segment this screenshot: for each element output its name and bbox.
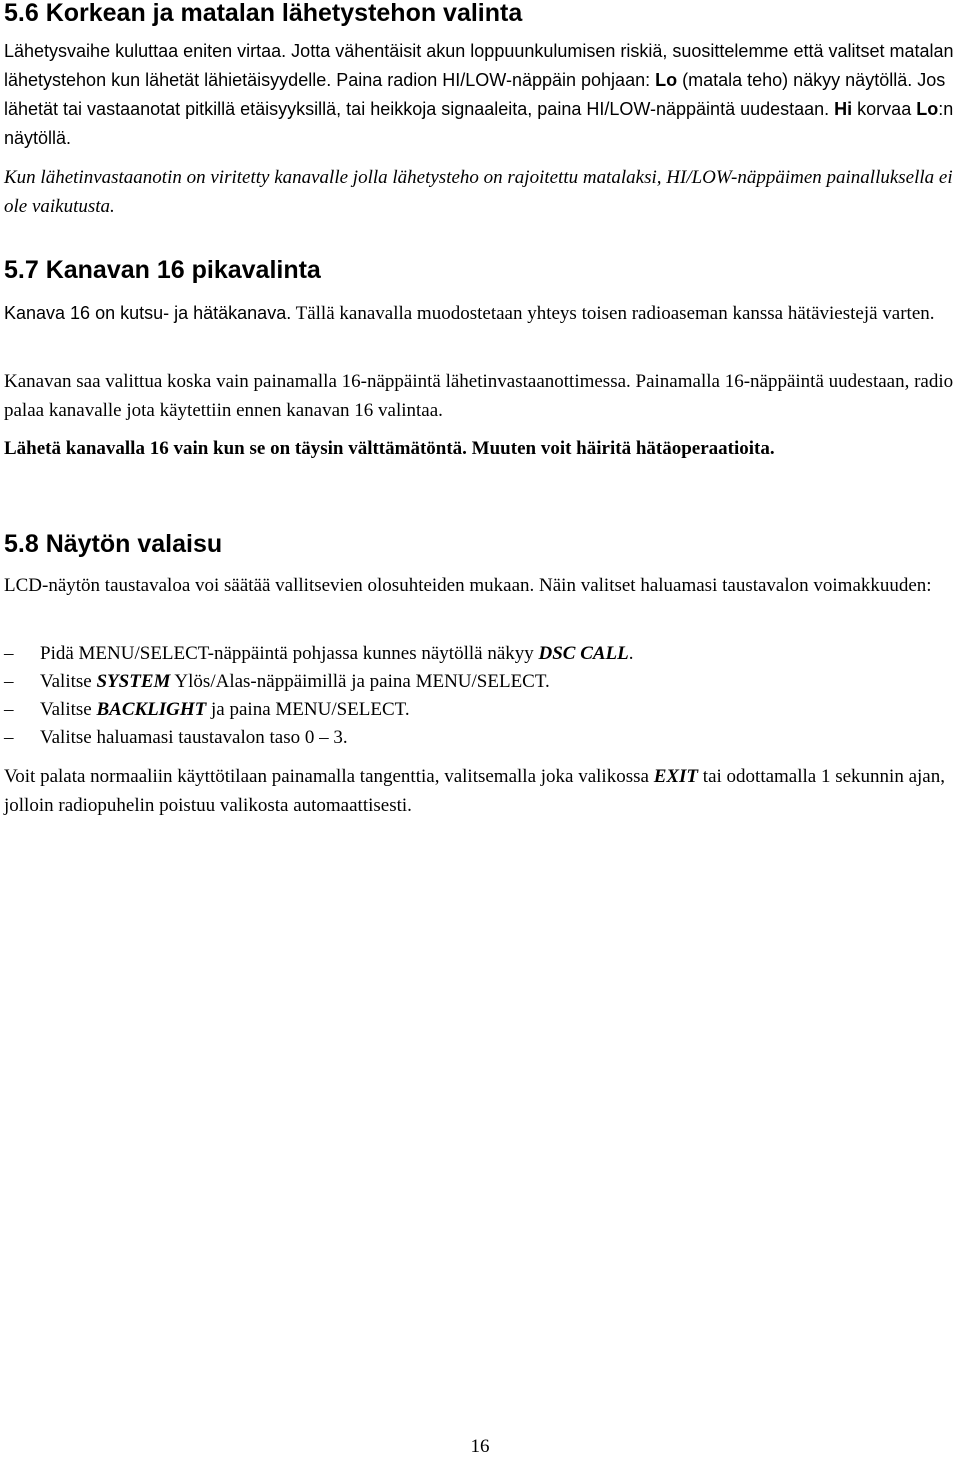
text-run: korvaa	[852, 99, 917, 119]
text-run-bold-italic: BACKLIGHT	[96, 699, 207, 720]
paragraph-channel-16-intro	[4, 299, 935, 328]
text-run: Valitse	[40, 699, 97, 720]
text-run: Kanava 16 on kutsu- ja hätäkanava.	[4, 303, 292, 323]
text-run: Ylös/Alas-näppäimillä ja paina MENU/SELECT.	[170, 671, 550, 692]
text-run-bold: Lo	[655, 70, 678, 90]
dash-bullet: –	[4, 671, 14, 692]
text-run: Tällä kanavalla muodostetaan yhteys toisen radioaseman kanssa hätäviestejä varten.	[291, 303, 935, 324]
list-item	[4, 696, 954, 724]
section-heading-5-8: 5.8 Näytön valaisu	[4, 530, 223, 558]
list-item	[4, 668, 954, 696]
paragraph-channel-16-warning: Lähetä kanavalla 16 vain kun se on täysin välttämätöntä. Muuten voit häiritä hätäoperaatioita.	[4, 438, 775, 459]
text-run: ja paina MENU/SELECT.	[206, 699, 410, 720]
dash-bullet: –	[4, 727, 14, 748]
backlight-steps-list	[4, 640, 954, 752]
dash-bullet: –	[4, 643, 14, 664]
text-run-bold: Hi	[834, 99, 853, 119]
list-item	[4, 640, 954, 668]
dash-bullet: –	[4, 699, 14, 720]
text-run: (matala teho) näkyy näytöllä. Jos lähetät tai vastaanotat pitkillä etäisyyksillä, tai heikkoja signaaleita, paina HI/LOW-näppäintä uudestaan.	[4, 70, 946, 119]
text-run: Pidä MENU/SELECT-näppäintä pohjassa kunnes näytöllä näkyy	[40, 643, 539, 664]
list-item	[4, 724, 954, 752]
text-run: Lähetysvaihe kuluttaa eniten virtaa. Jotta vähentäisit akun loppuunkulumisen riskiä, suosittelemme että valitset matalan lähetystehon kun lähetät lähietäisyydelle. Paina radion HI/LOW-näppäin pohjaan:	[4, 41, 954, 90]
text-run: .	[628, 643, 634, 664]
text-run: :n näytöllä.	[4, 99, 954, 148]
text-run-bold-italic: EXIT	[653, 766, 699, 787]
paragraph-backlight-intro: LCD-näytön taustavaloa voi säätää vallitsevien olosuhteiden mukaan. Näin valitset haluamasi taustavalon voimakkuuden:	[4, 575, 932, 596]
text-run: Valitse haluamasi taustavalon taso 0 – 3.	[40, 727, 348, 748]
text-run: Valitse	[40, 671, 97, 692]
text-run: tai odottamalla 1 sekunnin ajan, jolloin radiopuhelin poistuu valikosta automaattisesti.	[4, 766, 945, 816]
section-heading-5-7: 5.7 Kanavan 16 pikavalinta	[4, 256, 321, 284]
page-number: 16	[470, 1436, 490, 1457]
paragraph-exit-menu	[4, 762, 954, 820]
paragraph-restricted-channel-note: Kun lähetinvastaanotin on viritetty kanavalle jolla lähetysteho on rajoitettu matalaksi, HI/LOW-näppäimen painalluksella ei ole vaikutusta.	[4, 167, 953, 217]
section-heading-5-6: 5.6 Korkean ja matalan lähetystehon valinta	[4, 0, 523, 27]
text-run-bold-italic: SYSTEM	[96, 671, 171, 692]
text-run: Voit palata normaaliin käyttötilaan painamalla tangenttia, valitsemalla joka valikossa	[4, 766, 654, 787]
paragraph-channel-16-select: Kanavan saa valittua koska vain painamalla 16-näppäintä lähetinvastaanottimessa. Painamalla 16-näppäintä uudestaan, radio palaa kanavalle jota käytettiin ennen kanavan 16 valintaa.	[4, 371, 954, 421]
text-run-bold-italic: DSC CALL	[538, 643, 629, 664]
text-run-bold: Lo	[916, 99, 939, 119]
paragraph-power-selection	[4, 37, 954, 153]
